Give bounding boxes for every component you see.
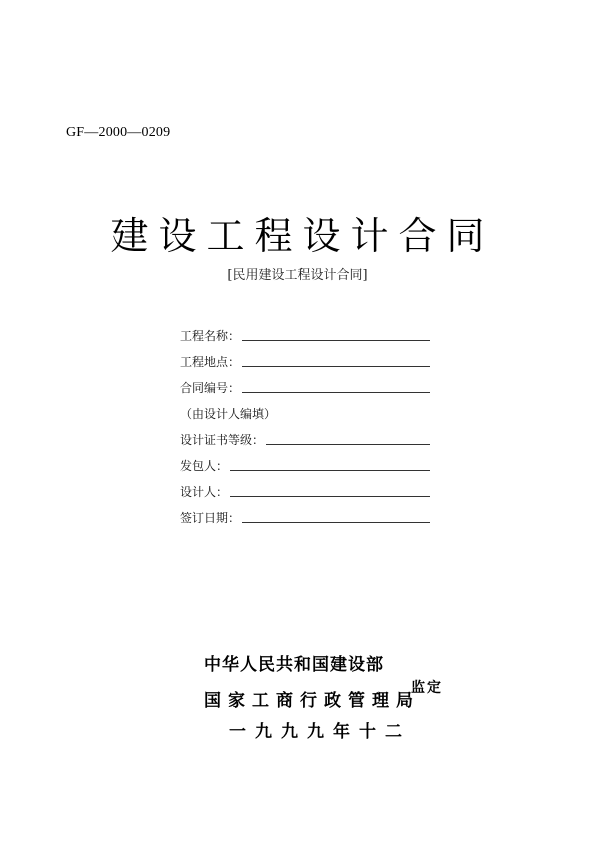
field-label: 设计人：: [180, 485, 229, 499]
fill-line: [242, 366, 430, 367]
field-signing-date: [180, 500, 430, 526]
field-label: 工程地点：: [180, 355, 241, 369]
document-code: GF—2000—0209: [66, 125, 171, 140]
field-project-name: [180, 318, 430, 344]
field-designer: [180, 474, 430, 500]
field-label: 合同编号：: [180, 381, 241, 395]
issuer-administration: 国家工商行政管理局: [204, 691, 420, 711]
field-label: 签订日期：: [180, 511, 241, 525]
field-label: 发包人：: [180, 459, 229, 473]
fill-line: [230, 496, 430, 497]
field-note: [180, 396, 430, 422]
field-label: 设计证书等级：: [180, 433, 265, 447]
supervise-label: 监定: [411, 680, 443, 696]
document-subtitle: [民用建设工程设计合同]: [227, 268, 368, 283]
fill-line: [230, 470, 430, 471]
field-project-location: [180, 344, 430, 370]
fill-line: [242, 392, 430, 393]
field-certificate-grade: [180, 422, 430, 448]
field-label: 工程名称：: [180, 329, 241, 343]
issuer-ministry: 中华人民共和国建设部: [204, 655, 384, 675]
fill-line: [242, 522, 430, 523]
fill-line: [266, 444, 430, 445]
contract-fields: [180, 318, 430, 526]
field-client: [180, 448, 430, 474]
fill-line: [242, 340, 430, 341]
issue-date: 一九九九年十二: [229, 722, 411, 742]
field-contract-number: [180, 370, 430, 396]
document-title: 建设工程设计合同: [110, 214, 495, 258]
field-note-text: （由设计人编填）: [180, 407, 277, 421]
